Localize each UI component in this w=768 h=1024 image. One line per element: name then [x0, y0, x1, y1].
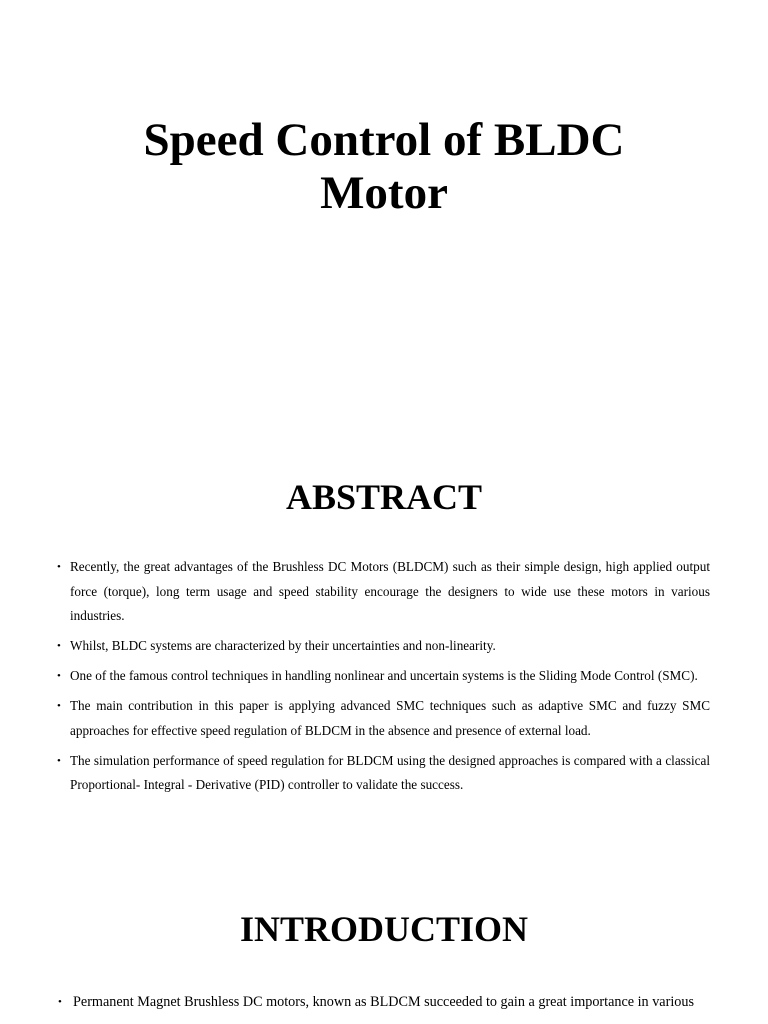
bullet-icon: • — [57, 670, 61, 682]
document-title-line-1: Speed Control of BLDC — [143, 114, 625, 166]
bullet-icon: • — [57, 700, 61, 712]
abstract-bullet-item — [57, 694, 710, 743]
bullet-icon: • — [58, 996, 62, 1008]
abstract-heading: ABSTRACT — [285, 477, 483, 517]
bullet-icon: • — [57, 640, 61, 652]
introduction-bullet-text: Permanent Magnet Brushless DC motors, known as BLDCM succeeded to gain a great importance in various — [73, 994, 694, 1010]
abstract-bullet-item — [57, 664, 710, 689]
abstract-bullet-text: Recently, the great advantages of the Brushless DC Motors (BLDCM) such as their simple design, high applied output force (torque), long term usage and speed stability encourage the designers to wide use these motors in various industries. — [70, 559, 710, 623]
abstract-bullet-item — [57, 555, 710, 629]
abstract-bullet-text: Whilst, BLDC systems are characterized by their uncertainties and non-linearity. — [70, 638, 496, 653]
introduction-bullet-item — [58, 989, 710, 1015]
document-title — [0, 114, 768, 220]
introduction-heading: INTRODUCTION — [239, 909, 529, 949]
abstract-bullet-list — [57, 555, 710, 803]
introduction-bullet-list — [58, 989, 710, 1015]
abstract-bullet-text: One of the famous control techniques in handling nonlinear and uncertain systems is the Sliding Mode Control (SMC). — [70, 668, 698, 683]
abstract-bullet-text: The simulation performance of speed regulation for BLDCM using the designed approaches is compared with a classical Proportional- Integral - Derivative (PID) controller to validate the success. — [70, 752, 710, 792]
abstract-bullet-item — [57, 749, 710, 798]
bullet-icon: • — [57, 754, 61, 767]
abstract-bullet-text: The main contribution in this paper is applying advanced SMC techniques such as adaptive SMC and fuzzy SMC approaches for effective speed regulation of BLDCM in the absence and presence of external load. — [70, 698, 710, 738]
document-title-line-2: Motor — [320, 167, 448, 219]
bullet-icon: • — [57, 561, 61, 573]
abstract-bullet-item — [57, 634, 710, 659]
